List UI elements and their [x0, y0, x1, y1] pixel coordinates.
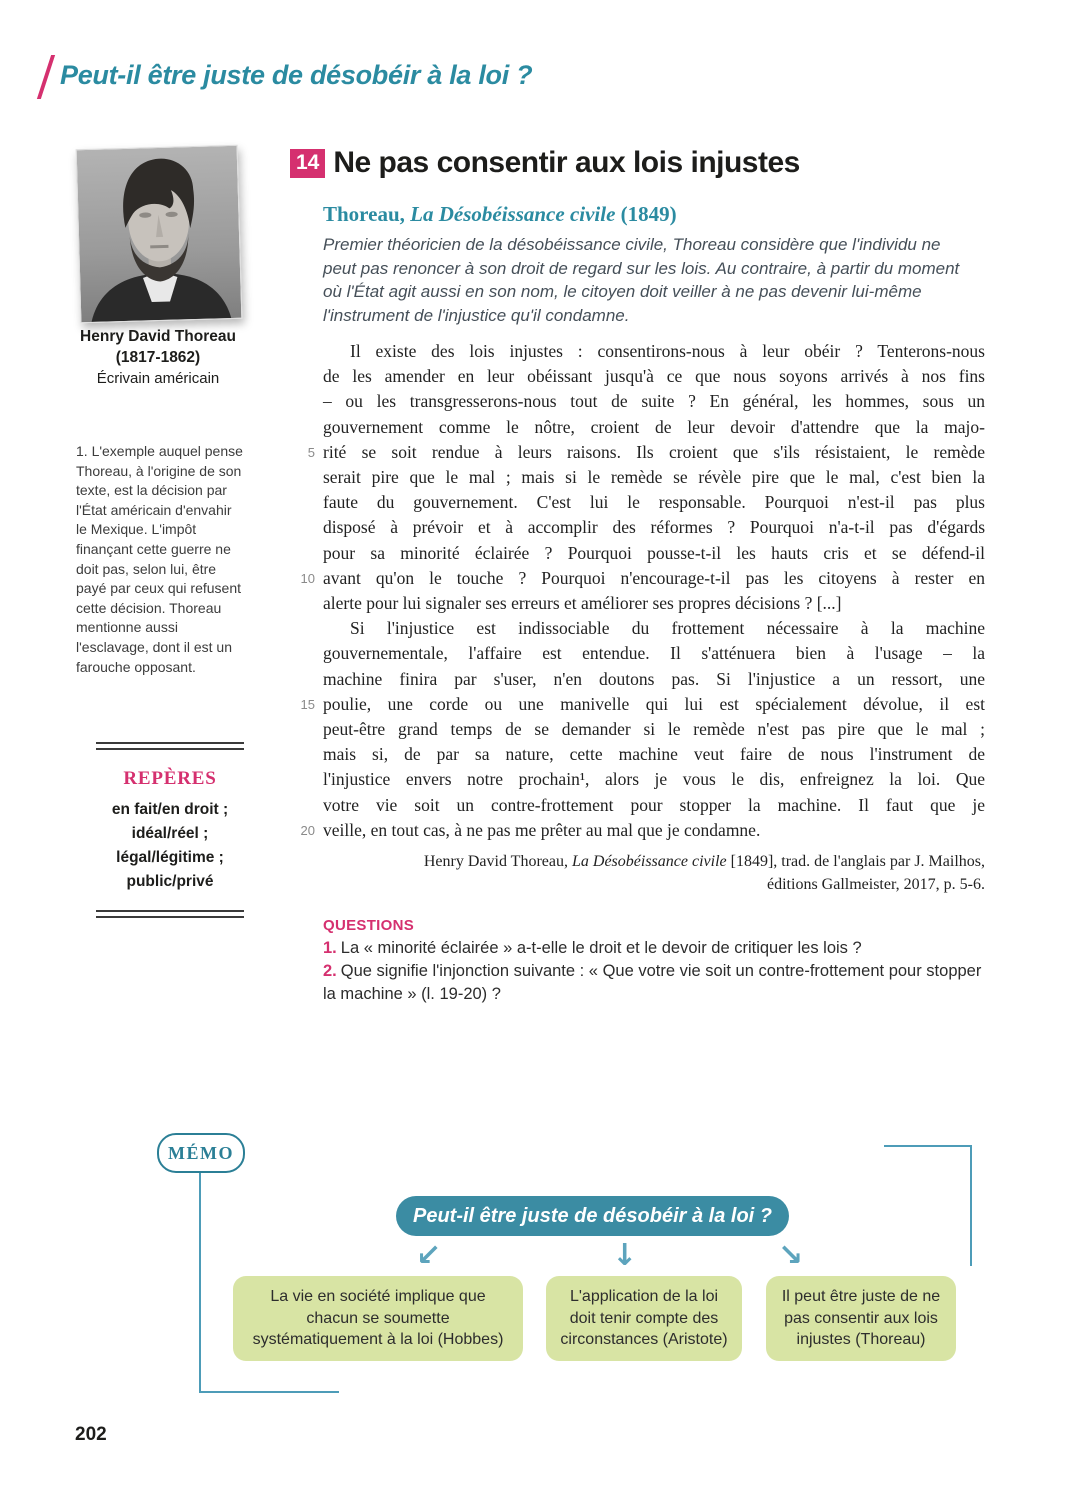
citation-line2: éditions Gallmeister, 2017, p. 5-6.	[767, 875, 985, 893]
document-subtitle	[323, 202, 677, 227]
line-text: mais si, de par sa nature, cette machine veut faire de nous l'instrument de	[323, 744, 985, 765]
line-number	[289, 364, 323, 389]
text-line	[289, 717, 985, 742]
memo-answer-box: L'application de la loi doit tenir compte des circonstances (Aristote)	[546, 1276, 742, 1361]
line-number	[289, 742, 323, 767]
line-number	[289, 667, 323, 692]
text-line	[289, 364, 985, 389]
memo-arrow-icon: ↓	[612, 1238, 638, 1273]
document-title-row	[290, 146, 800, 180]
text-line	[289, 616, 985, 641]
line-text: – ou les transgresserons-nous tout de suite ? En général, les hommes, sous un	[323, 391, 985, 412]
subtitle-author: Thoreau,	[323, 202, 411, 226]
text-line	[289, 692, 985, 717]
text-line	[289, 440, 985, 465]
text-line	[289, 591, 985, 616]
line-text: gouvernementale, l'affaire est entendue. Il s'atténuera bien à l'usage – la	[323, 643, 985, 664]
question-item	[323, 937, 983, 960]
line-number	[289, 490, 323, 515]
line-number	[289, 793, 323, 818]
memo-connector-right-horizontal	[884, 1145, 972, 1147]
line-number	[289, 541, 323, 566]
portrait-caption	[58, 326, 258, 390]
text-line	[289, 566, 985, 591]
reperes-box	[96, 742, 244, 918]
line-number	[289, 465, 323, 490]
questions-section	[323, 917, 983, 1006]
citation-line1	[400, 851, 985, 874]
memo-question-bar: Peut-il être juste de désobéir à la loi ?	[396, 1196, 789, 1236]
line-text: poulie, une corde ou une manivelle qui lui est spécialement dévolue, il est	[323, 693, 985, 714]
line-number: 15	[300, 696, 315, 712]
text-line	[289, 541, 985, 566]
chapeau-intro: Premier théoricien de la désobéissance civile, Thoreau considère que l'individu ne peut pas renoncer à son droit de regard sur les lois. Au contraire, à partir du moment où l'État agit aussi en son nom, le citoyen doit veiller à ne pas devenir lui-même l'instrument de l'injustice qu'il condamne.	[323, 235, 960, 325]
line-text: gouvernement comme le nôtre, croient de leur devoir d'attendre que la majo-	[323, 416, 985, 437]
reperes-terms	[96, 798, 244, 894]
subtitle-year: (1849)	[615, 202, 677, 226]
reperes-term: idéal/réel ;	[131, 825, 209, 842]
question-number: 2.	[323, 962, 337, 980]
main-text	[289, 339, 985, 843]
line-text: disposé à prévoir et à accomplir des réformes ? Pourquoi n'a-t-il pas d'égards	[323, 517, 985, 538]
double-rule-top	[96, 742, 244, 750]
document-title: Ne pas consentir aux lois injustes	[333, 146, 800, 179]
line-number	[289, 717, 323, 742]
line-text: rité se soit rendue à leurs raisons. Ils croient que s'ils résistaient, le remède	[323, 441, 985, 462]
reperes-term: public/privé	[126, 873, 214, 890]
page-number: 202	[75, 1424, 107, 1445]
text-line	[289, 742, 985, 767]
line-text: pour sa minorité éclairée ? Pourquoi pousse-t-il les hauts cris et se défend-il	[323, 542, 985, 563]
chapter-question: Peut-il être juste de désobéir à la loi ?	[60, 60, 533, 90]
text-line	[289, 667, 985, 692]
question-text: La « minorité éclairée » a-t-elle le droit et le devoir de critiquer les lois ?	[340, 939, 862, 957]
text-line	[289, 793, 985, 818]
text-line	[289, 490, 985, 515]
document-number-badge: 14	[290, 149, 325, 178]
reperes-term: en fait/en droit ;	[111, 801, 229, 818]
text-line	[289, 415, 985, 440]
memo-arrow-icon: ↙	[416, 1238, 442, 1273]
question-item	[323, 960, 983, 1006]
question-number: 1.	[323, 939, 337, 957]
line-text: veille, en tout cas, à ne pas me prêter au mal que je condamne.	[323, 819, 761, 840]
memo-arrow-icon: ↘	[778, 1238, 804, 1273]
source-citation	[400, 851, 985, 896]
line-number	[289, 389, 323, 414]
memo-answer-box: Il peut être juste de ne pas consentir aux lois injustes (Thoreau)	[766, 1276, 956, 1361]
line-number: 20	[300, 822, 315, 838]
line-number	[289, 415, 323, 440]
questions-title: QUESTIONS	[323, 917, 415, 934]
portrait-name: Henry David Thoreau	[80, 328, 236, 345]
question-text: Que signifie l'injonction suivante : « Que votre vie soit un contre-frottement pour stopper la machine » (l. 19-20) ?	[323, 962, 982, 1003]
memo-label: MÉMO	[157, 1133, 245, 1173]
line-text: faute du gouvernement. C'est lui le responsable. Pourquoi n'est-il pas plus	[323, 492, 985, 513]
subtitle-work: La Désobéissance civile	[410, 202, 616, 226]
text-line	[289, 339, 985, 364]
text-line	[289, 515, 985, 540]
footnote-1: 1. L'exemple auquel pense Thoreau, à l'origine de son texte, est la décision par l'État américain d'envahir le Mexique. L'impôt finançant cette guerre ne doit pas, selon lui, être payé par ceux qui refusent cette décision. Thoreau mentionne aussi l'esclavage, dont il est un farouche opposant.	[76, 443, 243, 675]
line-text: l'injustice envers notre prochain¹, alors je vous le dis, enfreignez la loi. Que	[323, 769, 985, 790]
line-text: machine finira par s'user, n'en doutons pas. Si l'injustice a un ressort, une	[323, 668, 985, 689]
citation-author: Henry David Thoreau,	[423, 853, 572, 870]
reperes-term: légal/légitime ;	[116, 849, 224, 866]
text-line	[289, 767, 985, 792]
text-line	[289, 641, 985, 666]
line-text: avant qu'on le touche ? Pourquoi n'encourage-t-il pas les citoyens à rester en	[323, 567, 985, 588]
line-number	[289, 591, 323, 616]
line-text: votre vie soit un contre-frottement pour stopper la machine. Il faut que je	[323, 794, 985, 815]
line-number: 10	[300, 570, 315, 586]
line-number	[289, 515, 323, 540]
line-number: 5	[307, 444, 315, 460]
memo-connector-left-vertical	[199, 1169, 201, 1393]
memo-connector-left-horizontal	[199, 1391, 339, 1393]
line-text: peut-être grand temps de se demander si le remède n'est pas pire que le mal ;	[323, 719, 985, 740]
thoreau-photo	[76, 145, 243, 323]
memo-answer-box: La vie en société implique que chacun se soumette systématiquement à la loi (Hobbes)	[233, 1276, 523, 1361]
citation-translation: [1849], trad. de l'anglais par J. Mailhos,	[726, 853, 985, 870]
text-line	[289, 465, 985, 490]
citation-work: La Désobéissance civile	[571, 853, 727, 870]
double-rule-bottom	[96, 910, 244, 918]
chapter-slash-decoration	[37, 55, 55, 99]
line-number	[289, 767, 323, 792]
line-number	[289, 339, 323, 364]
line-number	[289, 641, 323, 666]
line-number	[289, 616, 323, 641]
text-line	[289, 818, 985, 843]
line-text: alerte pour lui signaler ses erreurs et améliorer ses propres décisions ? [...]	[323, 593, 842, 614]
line-text: de les amender en leur obéissant jusqu'à ce que nous soyons arrivés à nos fins	[323, 366, 985, 387]
text-line	[289, 389, 985, 414]
portrait-dates: (1817-1862)	[115, 349, 201, 366]
memo-connector-right-vertical	[970, 1145, 972, 1266]
thoreau-portrait-image	[77, 146, 242, 322]
line-text: Il existe des lois injustes : consentirons-nous à leur obéir ? Tenterons-nous	[350, 341, 985, 361]
line-text: Si l'injustice est indissociable du frottement nécessaire à la machine	[350, 618, 985, 639]
line-text: serait pire que le mal ; mais si le remède se révèle pire que le mal, c'est bien la	[323, 467, 985, 488]
reperes-title: REPÈRES	[123, 768, 217, 789]
portrait-role: Écrivain américain	[96, 370, 220, 387]
